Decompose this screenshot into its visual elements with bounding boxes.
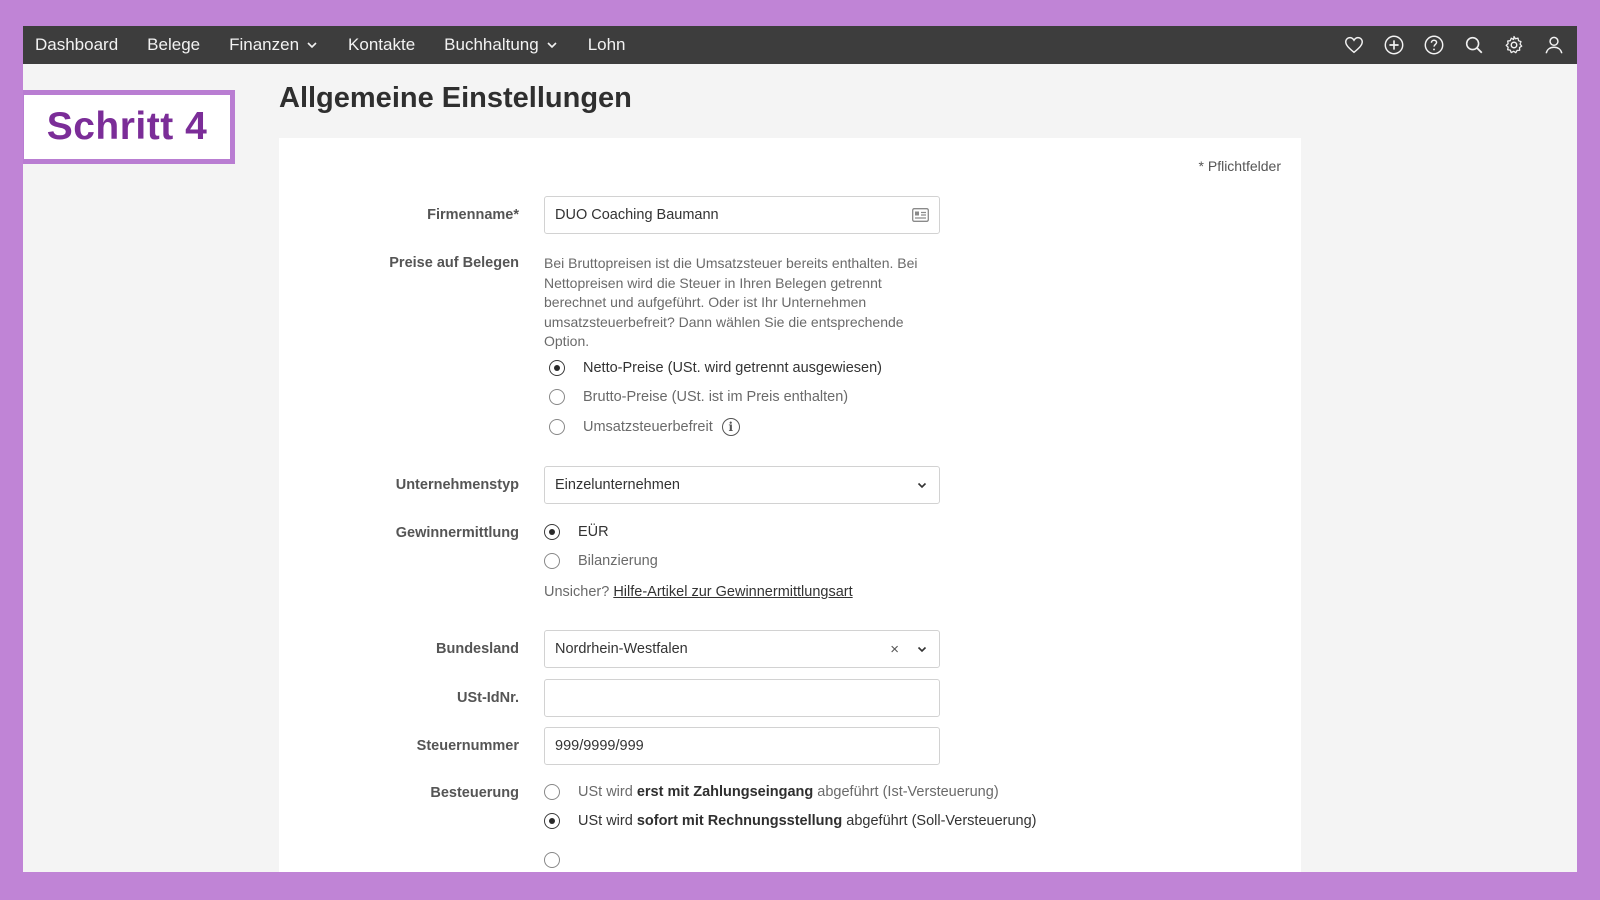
radio-umsatzsteuerbefreit[interactable]	[549, 418, 740, 436]
radio-bilanzierung[interactable]	[544, 553, 658, 569]
radio-button-selected[interactable]	[544, 524, 560, 540]
chevron-down-icon[interactable]	[915, 478, 929, 492]
settings-form-card	[279, 138, 1301, 872]
bundesland-value: Nordrhein-Westfalen	[555, 641, 688, 657]
step-badge	[23, 90, 235, 164]
help-icon[interactable]	[1423, 34, 1445, 56]
radio-ist-versteuerung[interactable]	[544, 784, 999, 800]
search-icon[interactable]	[1463, 34, 1485, 56]
gewinnermittlung-label: Gewinnermittlung	[395, 525, 519, 541]
nav-label: Buchhaltung	[444, 35, 539, 54]
gear-icon[interactable]	[1503, 34, 1525, 56]
nav-label: Kontakte	[348, 35, 416, 54]
chevron-down-icon	[545, 38, 559, 52]
nav-label: Finanzen	[229, 35, 300, 54]
preise-label: Preise auf Belegen	[389, 255, 519, 271]
chevron-down-icon	[305, 38, 319, 52]
radio-button[interactable]	[544, 553, 560, 569]
radio-button-selected[interactable]	[544, 813, 560, 829]
top-navigation-bar	[23, 26, 1577, 64]
bundesland-select[interactable]	[544, 630, 940, 668]
nav-label: Lohn	[587, 35, 626, 54]
firmenname-value: DUO Coaching Baumann	[555, 207, 719, 223]
radio-soll-versteuerung[interactable]	[544, 813, 1037, 829]
radio-brutto-preise[interactable]	[549, 389, 848, 405]
radio-netto-preise[interactable]	[549, 360, 882, 376]
radio-label: Bilanzierung	[578, 553, 658, 569]
steuernummer-label: Steuernummer	[416, 738, 519, 754]
radio-label: EÜR	[578, 524, 609, 540]
info-icon[interactable]: i	[722, 418, 740, 436]
chevron-down-icon[interactable]	[915, 642, 929, 656]
unternehmenstyp-value: Einzelunternehmen	[555, 477, 680, 493]
step-badge-text: Schritt 4	[46, 105, 208, 148]
radio-label: Netto-Preise (USt. wird getrennt ausgewiesen)	[583, 360, 882, 376]
plus-circle-icon[interactable]	[1383, 34, 1405, 56]
hint-prefix: Unsicher?	[544, 584, 610, 600]
radio-label: USt wird sofort mit Rechnungsstellung abgeführt (Soll-Versteuerung)	[578, 813, 1037, 829]
main-nav	[35, 35, 655, 55]
gewinnermittlung-hint	[544, 584, 853, 600]
contact-card-icon[interactable]	[912, 208, 929, 222]
unternehmenstyp-select[interactable]	[544, 466, 940, 504]
app-window	[23, 26, 1577, 872]
heart-icon[interactable]	[1343, 34, 1365, 56]
toolbar-icons	[1325, 34, 1565, 56]
radio-button[interactable]	[544, 852, 560, 868]
help-article-link[interactable]: Hilfe-Artikel zur Gewinnermittlungsart	[613, 584, 853, 600]
steuernummer-value: 999/9999/999	[555, 738, 644, 754]
nav-label: Dashboard	[35, 35, 119, 54]
steuernummer-input[interactable]	[544, 727, 940, 765]
besteuerung-label: Besteuerung	[430, 785, 519, 801]
radio-label: USt wird erst mit Zahlungseingang abgeführt (Ist-Versteuerung)	[578, 784, 999, 800]
radio-label: Umsatzsteuerbefreit	[583, 419, 713, 435]
radio-button-selected[interactable]	[549, 360, 565, 376]
nav-item-belege[interactable]	[147, 35, 200, 55]
bundesland-label: Bundesland	[436, 641, 519, 657]
preise-description: Bei Bruttopreisen ist die Umsatzsteuer bereits enthalten. Bei Nettopreisen wird die Steuer in Ihren Belegen getrennt berechnet und aufgeführt. Oder ist Ihr Unternehmen umsatzsteuerbefreit? Dann wählen Sie die entsprechende Option.	[544, 255, 918, 349]
radio-partially-visible[interactable]	[544, 852, 578, 868]
firmenname-field[interactable]	[544, 196, 940, 234]
radio-button[interactable]	[549, 389, 565, 405]
nav-item-kontakte[interactable]	[348, 35, 415, 55]
firmenname-label: Firmenname*	[427, 207, 519, 223]
required-fields-note: * Pflichtfelder	[1198, 158, 1281, 174]
ustid-input[interactable]	[544, 679, 940, 717]
radio-button[interactable]	[544, 784, 560, 800]
page-title: Allgemeine Einstellungen	[279, 82, 632, 114]
nav-item-lohn[interactable]	[588, 35, 626, 55]
nav-item-finanzen[interactable]	[229, 35, 319, 55]
nav-item-buchhaltung[interactable]	[444, 35, 559, 55]
nav-label: Belege	[147, 35, 201, 54]
radio-button[interactable]	[549, 419, 565, 435]
ustid-label: USt-IdNr.	[456, 690, 519, 706]
radio-label: Brutto-Preise (USt. ist im Preis enthalten)	[583, 389, 849, 405]
unternehmenstyp-label: Unternehmenstyp	[395, 477, 519, 493]
radio-euer[interactable]	[544, 524, 609, 540]
user-icon[interactable]	[1543, 34, 1565, 56]
nav-item-dashboard[interactable]	[35, 35, 118, 55]
clear-icon[interactable]: ×	[890, 640, 899, 658]
